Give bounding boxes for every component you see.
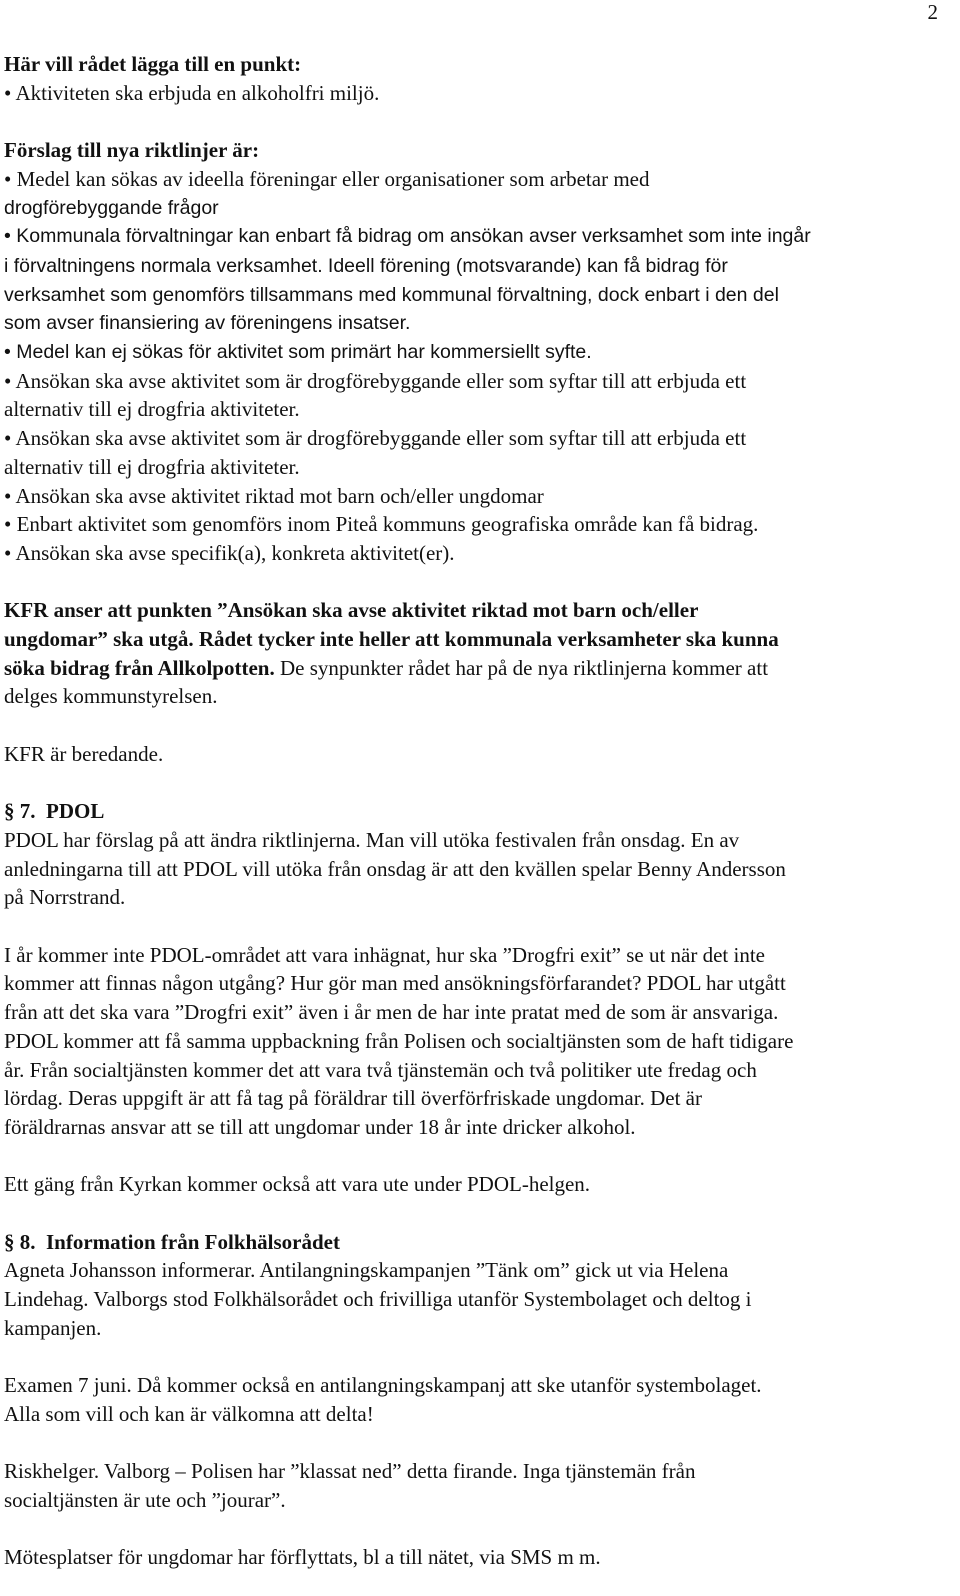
section-number: § 7. [4,799,36,824]
section-title: PDOL [46,799,105,824]
health-text: socialtjänsten är ute och ”jourar”. [4,1488,286,1513]
pdol-text: föräldrarnas ansvar att se till att ungdomar under 18 år inte dricker alkohol. [4,1114,636,1139]
proposal-line-mixed [4,251,944,281]
section-number: § 8. [4,1229,36,1254]
pdol-text: från att det ska vara ”Drogfri exit” även i år men de har inte pratat med de som är ansvariga. [4,1000,779,1025]
proposal-text: Ideell förening (motsvarande) kan få bidrag för [327,254,728,277]
pdol-text: Ett gäng från Kyrkan kommer också att vara ute under PDOL-helgen. [4,1172,591,1197]
health-text: Agneta Johansson informerar. Antilangningskampanjen ”Tänk om” gick ut via Helena [4,1258,729,1283]
proposal-line: • Ansökan ska avse aktivitet riktad mot barn och/eller ungdomar [4,483,544,508]
kfr-statement-mixed [4,654,944,683]
proposal-line: drogförebyggande frågor [4,196,219,219]
document-body [4,50,944,1572]
health-text: Mötesplatser för ungdomar har förflyttats, bl a till nätet, via SMS m m. [4,1545,601,1570]
proposal-line: verksamhet som genomförs tillsammans med kommunal förvaltning, dock enbart i den del [4,283,779,306]
health-text: Examen 7 juni. Då kommer också en antilangningskampanj att ske utanför systembolaget. [4,1373,762,1398]
proposal-line: • Ansökan ska avse aktivitet som är drogförebyggande eller som syftar till att erbjuda ett [4,426,747,451]
pdol-text: anledningarna till att PDOL vill utöka från onsdag är att den kvällen spelar Benny Andersson [4,856,786,881]
proposal-line: • Ansökan ska avse aktivitet som är drogförebyggande eller som syftar till att erbjuda ett [4,368,747,393]
pdol-heading [4,797,944,826]
proposal-line: • Ansökan ska avse specifik(a), konkreta aktivitet(er). [4,540,455,565]
kfr-statement: ungdomar” ska utgå. Rådet tycker inte heller att kommunala verksamheter ska kunna [4,627,779,652]
kfr-statement: KFR anser att punkten ”Ansökan ska avse aktivitet riktad mot barn och/eller [4,598,699,623]
health-text: Alla som vill och kan är välkomna att delta! [4,1401,374,1426]
proposal-line: alternativ till ej drogfria aktiviteter. [4,454,300,479]
kfr-preparing: KFR är beredande. [4,741,164,766]
page-number: 2 [927,0,938,24]
kfr-normal-text: De synpunkter rådet har på de nya riktlinjerna kommer att [274,655,769,680]
proposal-line: • Medel kan ej sökas för aktivitet som primärt har kommersiellt syfte. [4,341,592,364]
alcohol-bullet: • Aktiviteten ska erbjuda en alkoholfri miljö. [4,80,380,105]
health-text: Lindehag. Valborgs stod Folkhälsorådet och frivilliga utanför Systembolaget och deltog i [4,1287,752,1312]
pdol-text: PDOL kommer att få samma uppbackning från Polisen och socialtjänsten som de haft tidigare [4,1028,794,1053]
pdol-text: kommer att finnas någon utgång? Hur gör man med ansökningsförfarandet? PDOL har utgått [4,971,786,996]
health-text: Riskhelger. Valborg – Polisen har ”klassat ned” detta firande. Inga tjänstemän från [4,1459,696,1484]
kfr-statement: delges kommunstyrelsen. [4,684,218,709]
proposal-line: • Medel kan sökas av ideella föreningar eller organisationer som arbetar med [4,166,650,191]
proposal-line: • Kommunala förvaltningar kan enbart få bidrag om ansökan avser verksamhet som inte ingår [4,225,811,248]
pdol-text: I år kommer inte PDOL-området att vara inhägnat, hur ska ”Drogfri exit” se ut när det inte [4,942,765,967]
health-heading [4,1228,944,1257]
section-title: Information från Folkhälsorådet [46,1229,340,1254]
proposal-heading: Förslag till nya riktlinjer är: [4,138,260,163]
proposal-line: • Enbart aktivitet som genomförs inom Piteå kommuns geografiska område kan få bidrag. [4,512,759,537]
health-text: kampanjen. [4,1315,102,1340]
pdol-text: på Norrstrand. [4,885,126,910]
proposal-text: i förvaltningens normala verksamhet. [4,254,323,277]
pdol-text: lördag. Deras uppgift är att få tag på föräldrar till överförfriskade ungdomar. Det är [4,1086,702,1111]
kfr-bold-text: söka bidrag från Allkolpotten. [4,655,275,680]
proposal-line: alternativ till ej drogfria aktiviteter. [4,397,300,422]
proposal-line: som avser finansiering av föreningens insatser. [4,312,411,335]
alcohol-heading: Här vill rådet lägga till en punkt: [4,52,302,76]
pdol-text: år. Från socialtjänsten kommer det att vara två tjänstemän och två politiker ute fredag och [4,1057,757,1082]
pdol-text: PDOL har förslag på att ändra riktlinjerna. Man vill utöka festivalen från onsdag. En av [4,827,740,852]
